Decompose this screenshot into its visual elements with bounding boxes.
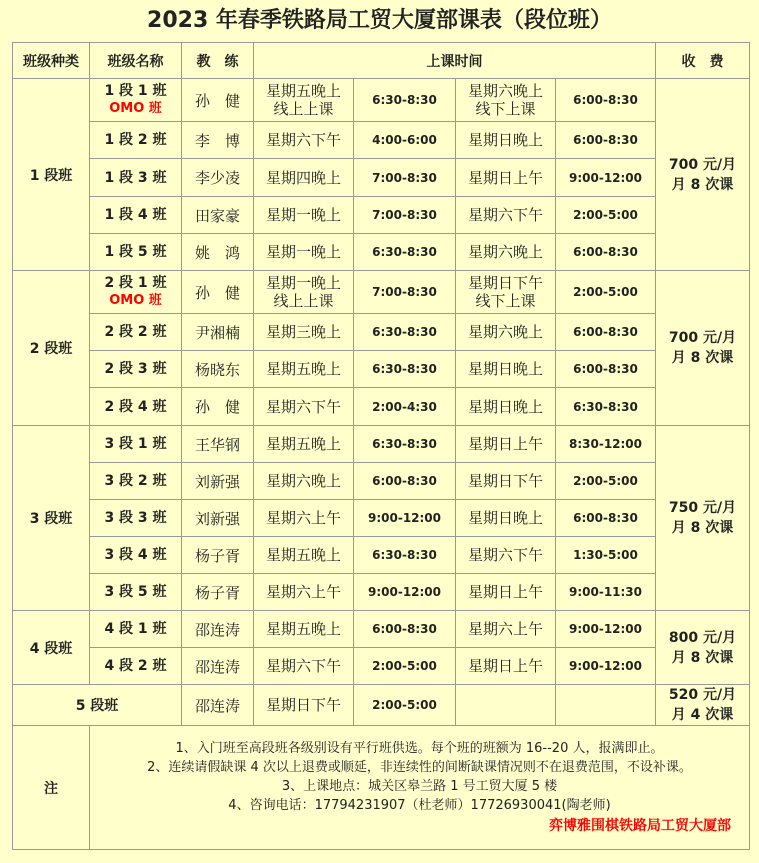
time2-cell: 9:00-12:00 — [556, 611, 656, 648]
fee-count: 月 8 次课 — [671, 520, 734, 536]
table-row — [13, 574, 750, 611]
day2-cell: 星期六下午 — [456, 537, 556, 574]
fee-price: 700 元/月 — [668, 156, 737, 173]
table-row — [13, 611, 750, 648]
teacher-cell: 田家豪 — [182, 197, 254, 234]
time2-cell: 9:00-11:30 — [556, 574, 656, 611]
time2-cell: 8:30-12:00 — [556, 426, 656, 463]
time2-cell: 6:00-8:30 — [556, 351, 656, 388]
time2-cell: 2:00-5:00 — [556, 271, 656, 314]
time1-cell: 7:00-8:30 — [354, 197, 456, 234]
notes-row — [13, 726, 750, 850]
time1-cell: 6:00-8:30 — [354, 611, 456, 648]
class-name-cell: 2 段 2 班 — [90, 314, 182, 351]
header-category: 班级种类 — [13, 43, 90, 79]
teacher-cell: 孙 健 — [182, 271, 254, 314]
day1-cell — [254, 79, 354, 122]
day2-text: 星期日下午 — [467, 274, 543, 292]
day2-cell: 星期日晚上 — [456, 351, 556, 388]
time2-cell: 9:00-12:00 — [556, 648, 656, 685]
day1-cell: 星期六上午 — [254, 574, 354, 611]
class-name-cell: 3 段 1 班 — [90, 426, 182, 463]
day1-cell: 星期六上午 — [254, 500, 354, 537]
class-name-cell: 2 段 3 班 — [90, 351, 182, 388]
class-name-cell: 3 段 2 班 — [90, 463, 182, 500]
category-cell: 3 段班 — [13, 426, 90, 611]
class-name-cell: 1 段 5 班 — [90, 234, 182, 271]
time1-cell: 2:00-5:00 — [354, 648, 456, 685]
class-name: 1 段 1 班 — [104, 83, 167, 99]
fee-cell — [656, 611, 750, 685]
teacher-cell: 刘新强 — [182, 500, 254, 537]
time1-cell: 6:30-8:30 — [354, 234, 456, 271]
day2-cell: 星期日下午 — [456, 463, 556, 500]
schedule-table — [12, 42, 750, 850]
table-row — [13, 122, 750, 159]
header-schedule: 上课时间 — [254, 43, 656, 79]
teacher-cell: 王华钢 — [182, 426, 254, 463]
table-row — [13, 159, 750, 197]
time1-cell: 6:30-8:30 — [354, 314, 456, 351]
class-name-cell: 3 段 5 班 — [90, 574, 182, 611]
table-row — [13, 537, 750, 574]
class-name: 2 段 1 班 — [104, 275, 167, 291]
time1-cell: 9:00-12:00 — [354, 574, 456, 611]
table-row — [13, 351, 750, 388]
table-row — [13, 314, 750, 351]
teacher-cell: 李 博 — [182, 122, 254, 159]
fee-price: 520 元/月 — [668, 687, 737, 703]
table-row — [13, 500, 750, 537]
teacher-cell: 孙 健 — [182, 388, 254, 426]
table-row — [13, 648, 750, 685]
time2-cell: 1:30-5:00 — [556, 537, 656, 574]
page-title: 2023 年春季铁路局工贸大厦部课表（段位班） — [147, 8, 612, 33]
omo-badge: OMO 班 — [109, 293, 162, 308]
fee-count: 月 8 次课 — [671, 176, 734, 193]
time2-cell: 6:00-8:30 — [556, 234, 656, 271]
fee-cell — [656, 271, 750, 426]
time2-cell: 6:00-8:30 — [556, 314, 656, 351]
day2-cell — [456, 271, 556, 314]
level5-day-cell: 星期日下午 — [254, 685, 354, 726]
notes-cell — [90, 726, 750, 850]
class-name-cell: 1 段 3 班 — [90, 159, 182, 197]
omo-badge: OMO 班 — [109, 101, 162, 116]
notes-label: 注 — [13, 726, 90, 850]
day2-cell: 星期日上午 — [456, 159, 556, 197]
table-row-level5 — [13, 685, 750, 726]
time1-cell: 6:30-8:30 — [354, 537, 456, 574]
class-name-cell: 3 段 3 班 — [90, 500, 182, 537]
teacher-cell: 邵连涛 — [182, 648, 254, 685]
category-cell: 2 段班 — [13, 271, 90, 426]
day2-mode: 线下上课 — [475, 100, 536, 118]
table-row — [13, 79, 750, 122]
header-class-name: 班级名称 — [90, 43, 182, 79]
day1-text: 星期五晚上 — [265, 82, 341, 100]
note-line: 4、咨询电话：17794231907（杜老师）17726930041(陶老师) — [228, 798, 611, 813]
time2-cell: 2:00-5:00 — [556, 197, 656, 234]
fee-price: 750 元/月 — [668, 500, 737, 516]
teacher-cell: 姚 鸿 — [182, 234, 254, 271]
class-name-cell: 1 段 4 班 — [90, 197, 182, 234]
class-name-cell: 2 段 4 班 — [90, 388, 182, 426]
table-row — [13, 426, 750, 463]
table-row — [13, 197, 750, 234]
day1-cell: 星期五晚上 — [254, 537, 354, 574]
header-teacher: 教 练 — [182, 43, 254, 79]
level5-fee-cell — [656, 685, 750, 726]
table-row — [13, 234, 750, 271]
day1-cell: 星期一晚上 — [254, 197, 354, 234]
fee-cell — [656, 79, 750, 271]
day2-cell: 星期六下午 — [456, 197, 556, 234]
class-name-cell: 4 段 2 班 — [90, 648, 182, 685]
day1-mode: 线上上课 — [273, 292, 334, 310]
fee-price: 700 元/月 — [668, 330, 737, 346]
day1-cell: 星期五晚上 — [254, 611, 354, 648]
fee-count: 月 8 次课 — [671, 649, 734, 666]
day1-cell: 星期四晚上 — [254, 159, 354, 197]
teacher-cell: 邵连涛 — [182, 611, 254, 648]
teacher-cell: 李少凌 — [182, 159, 254, 197]
time2-cell: 6:00-8:30 — [556, 122, 656, 159]
time1-cell: 7:00-8:30 — [354, 271, 456, 314]
day2-cell: 星期六上午 — [456, 611, 556, 648]
table-row — [13, 271, 750, 314]
day1-cell: 星期五晚上 — [254, 351, 354, 388]
teacher-cell: 杨子胥 — [182, 574, 254, 611]
day1-cell: 星期六晚上 — [254, 463, 354, 500]
time1-cell: 6:30-8:30 — [354, 426, 456, 463]
day1-cell — [254, 271, 354, 314]
day2-cell: 星期日晚上 — [456, 500, 556, 537]
header-row — [13, 43, 750, 79]
note-line: 2、连续请假缺课 4 次以上退费或顺延，非连续性的间断缺课情况则不在退费范围，不设补课。 — [147, 760, 692, 775]
day1-cell: 星期一晚上 — [254, 234, 354, 271]
day1-cell: 星期六下午 — [254, 388, 354, 426]
time1-cell: 6:30-8:30 — [354, 79, 456, 122]
time1-cell: 4:00-6:00 — [354, 122, 456, 159]
time1-cell: 6:30-8:30 — [354, 351, 456, 388]
day2-text: 星期六晚上 — [467, 82, 543, 100]
day2-cell: 星期日上午 — [456, 648, 556, 685]
table-row — [13, 388, 750, 426]
signature: 弈博雅围棋铁路局工贸大厦部 — [549, 818, 731, 834]
time2-cell: 6:00-8:30 — [556, 79, 656, 122]
fee-count: 月 8 次课 — [671, 350, 734, 366]
table-row — [13, 463, 750, 500]
category-cell: 1 段班 — [13, 79, 90, 271]
time2-cell: 2:00-5:00 — [556, 463, 656, 500]
time1-cell: 9:00-12:00 — [354, 500, 456, 537]
fee-count: 月 4 次课 — [671, 707, 734, 723]
category-cell: 4 段班 — [13, 611, 90, 685]
teacher-cell: 尹湘楠 — [182, 314, 254, 351]
teacher-cell: 孙 健 — [182, 79, 254, 122]
day1-cell: 星期六下午 — [254, 648, 354, 685]
day2-cell: 星期日晚上 — [456, 388, 556, 426]
class-name-cell — [90, 79, 182, 122]
teacher-cell: 刘新强 — [182, 463, 254, 500]
day2-cell: 星期日上午 — [456, 574, 556, 611]
class-name-cell: 1 段 2 班 — [90, 122, 182, 159]
day2-cell — [456, 79, 556, 122]
class-name-cell: 4 段 1 班 — [90, 611, 182, 648]
empty-cell — [556, 685, 656, 726]
level5-class-cell: 5 段班 — [13, 685, 182, 726]
class-name-cell: 3 段 4 班 — [90, 537, 182, 574]
day1-mode: 线上上课 — [273, 100, 334, 118]
day2-cell: 星期日晚上 — [456, 122, 556, 159]
day2-cell: 星期六晚上 — [456, 234, 556, 271]
time2-cell: 6:30-8:30 — [556, 388, 656, 426]
teacher-cell: 杨晓东 — [182, 351, 254, 388]
time2-cell: 6:00-8:30 — [556, 500, 656, 537]
fee-price: 800 元/月 — [668, 629, 737, 646]
empty-cell — [456, 685, 556, 726]
teacher-cell: 杨子胥 — [182, 537, 254, 574]
note-line: 1、入门班至高段班各级别设有平行班供选。每个班的班额为 16--20 人，报满即止。 — [175, 741, 664, 756]
level5-time-cell: 2:00-5:00 — [354, 685, 456, 726]
day2-cell: 星期日上午 — [456, 426, 556, 463]
time2-cell: 9:00-12:00 — [556, 159, 656, 197]
schedule-body — [13, 79, 750, 850]
level5-teacher-cell: 邵连涛 — [182, 685, 254, 726]
day2-cell: 星期六晚上 — [456, 314, 556, 351]
day1-cell: 星期三晚上 — [254, 314, 354, 351]
header-fee: 收 费 — [656, 43, 750, 79]
fee-cell — [656, 426, 750, 611]
time1-cell: 2:00-4:30 — [354, 388, 456, 426]
time1-cell: 6:00-8:30 — [354, 463, 456, 500]
note-line: 3、上课地点：城关区皋兰路 1 号工贸大厦 5 楼 — [281, 779, 558, 794]
day2-mode: 线下上课 — [475, 292, 536, 310]
time1-cell: 7:00-8:30 — [354, 159, 456, 197]
class-name-cell — [90, 271, 182, 314]
day1-text: 星期一晚上 — [265, 274, 341, 292]
day1-cell: 星期五晚上 — [254, 426, 354, 463]
day1-cell: 星期六下午 — [254, 122, 354, 159]
